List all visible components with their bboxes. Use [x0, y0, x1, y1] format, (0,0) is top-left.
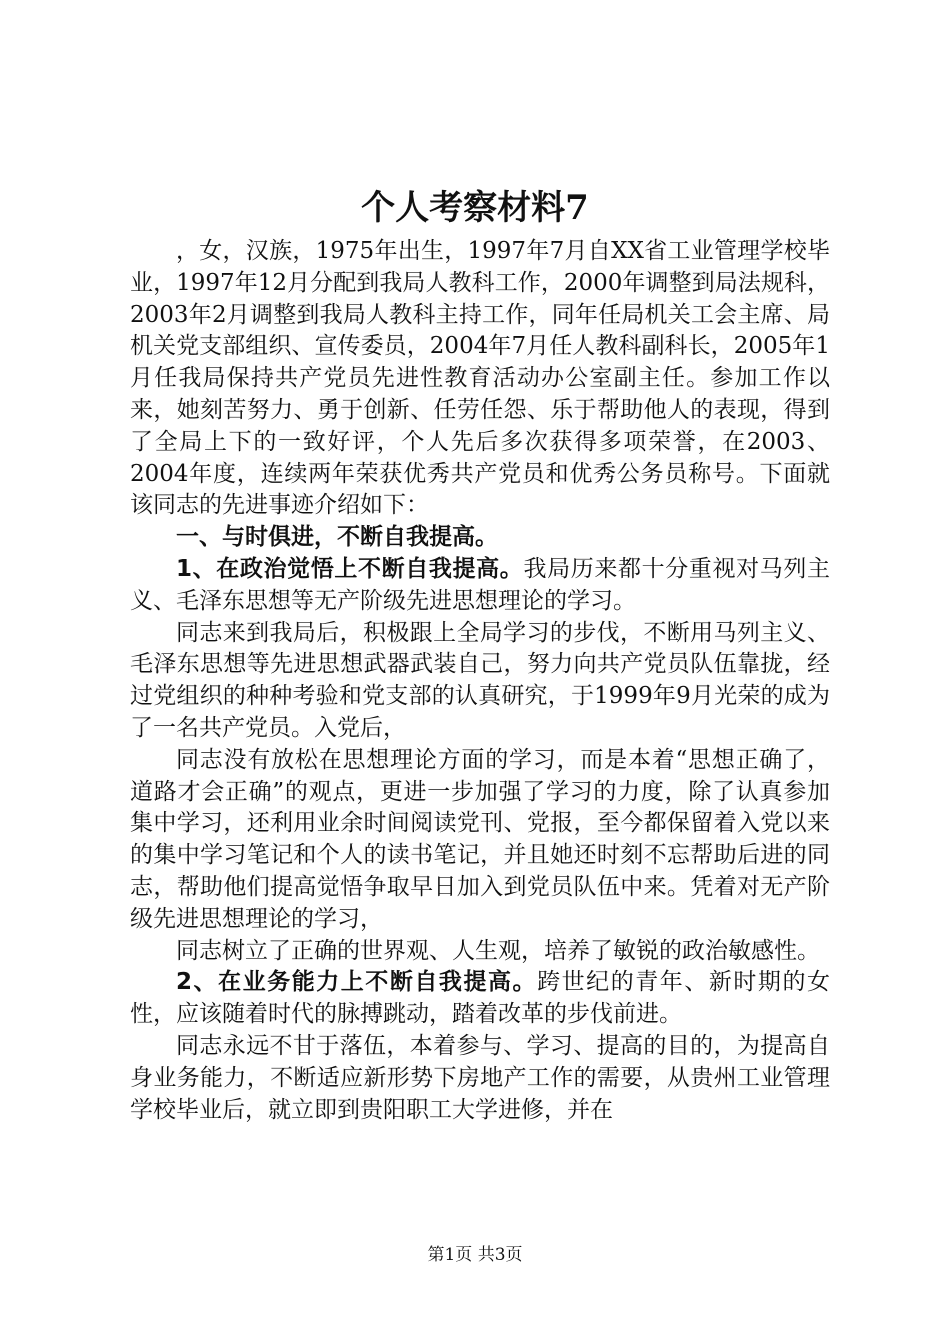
subsection-heading-1: 1、在政治觉悟上不断自我提高。: [176, 555, 524, 582]
body-paragraph-3: 同志没有放松在思想理论方面的学习，而是本着“思想正确了，道路才会正确”的观点，更进一步加强了学习的力度，除了认真参加集中学习，还利用业余时间阅读党刊、党报，至今都保留着入党以来的集中学习笔记和个人的读书笔记，并且她还时刻不忘帮助后进的同志，帮助他们提高觉悟争取早日加入到党员队伍中来。凭着对无产阶级先进思想理论的学习，: [130, 746, 830, 932]
body-paragraph-2: 同志来到我局后，积极跟上全局学习的步伐，不断用马列主义、毛泽东思想等先进思想武器武装自己，努力向共产党员队伍靠拢，经过党组织的种种考验和党支部的认真研究，于1999年9月光荣的成为了一名共产党员。入党后，: [130, 619, 830, 741]
document-title: 个人考察材料7: [361, 188, 589, 228]
intro-paragraph: ，女，汉族，1975年出生，1997年7月自XX省工业管理学校毕业，1997年12月分配到我局人教科工作，2000年调整到局法规科，2003年2月调整到我局人教科主持工作，同年任局机关工会主席、局机关党支部组织、宣传委员，2004年7月任人教科副科长，2005年1月任我局保持共产党员先进性教育活动办公室副主任。参加工作以来，她刻苦努力、勇于创新、任劳任怨、乐于帮助他人的表现，得到了全局上下的一致好评，个人先后多次获得多项荣誉，在2003、2004年度，连续两年荣获优秀共产党员和优秀公务员称号。下面就该同志的先进事迹介绍如下：: [130, 238, 830, 519]
body-paragraph-4: 同志树立了正确的世界观、人生观，培养了敏锐的政治敏感性。: [176, 937, 820, 964]
subsection-paragraph-1: [130, 554, 830, 618]
section-heading-1: 一、与时俱进，不断自我提高。: [176, 524, 498, 551]
subsection-paragraph-2: [130, 967, 830, 1031]
subsection-text-2: 跨世纪的青年、新时期的女性，应该随着时代的脉搏跳动，踏着改革的步伐前进。: [130, 969, 830, 1028]
document-body: [130, 236, 830, 1126]
subsection-heading-2: 2、在业务能力上不断自我提高。: [176, 969, 538, 996]
body-paragraph-5: 同志永远不甘于落伍，本着参与、学习、提高的目的，为提高自身业务能力，不断适应新形势下房地产工作的需要，从贵州工业管理学校毕业后，就立即到贵阳职工大学进修，并在: [130, 1032, 830, 1123]
page-number: 第1页 共3页: [427, 1245, 523, 1265]
subsection-text-1: 我局历来都十分重视对马列主义、毛泽东思想等无产阶级先进思想理论的学习。: [130, 555, 831, 614]
